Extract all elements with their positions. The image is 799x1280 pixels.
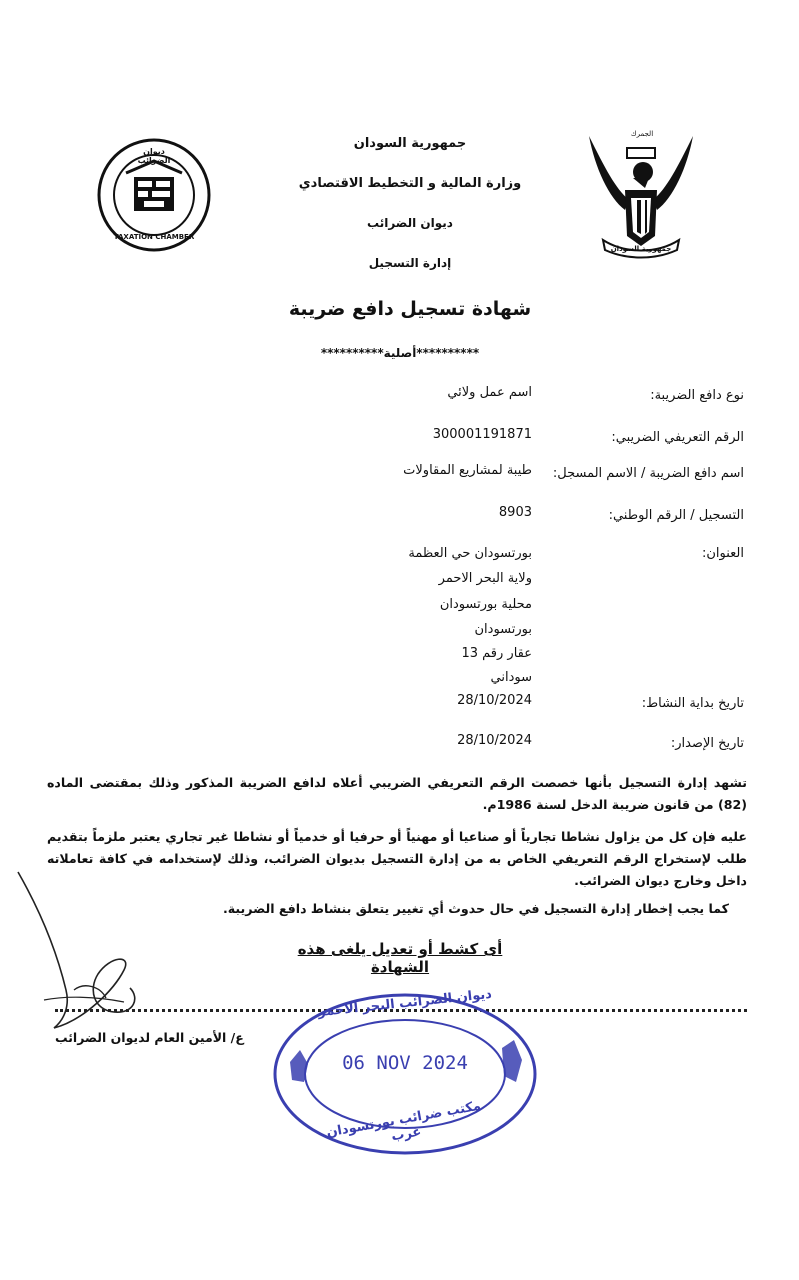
signatory-title: ع/ الأمين العام لديوان الضرائب bbox=[55, 1030, 244, 1045]
field-label-national-id: التسجيل / الرقم الوطني: bbox=[608, 508, 744, 523]
field-value-taxpayer-name: طيبة لمشاريع المقاولات bbox=[403, 463, 532, 478]
field-value-tin: 300001191871 bbox=[432, 427, 532, 442]
obligation-paragraph: عليه فإن كل من يزاول نشاطا تجارياً أو صناعيا أو مهنياً أو حرفيا أو خدمياً أو نشاطا غير تجاري يعتبر ملزماً بتقديم طلب لإستخراج الرقم التعريفي الخاص به من إدارة التسجيل بديوان الضرائب، وذلك لإستخدامه في كافة تعاملاته داخل وخارج ديوان الضرائب. bbox=[47, 829, 747, 888]
certificate-title: شهادة تسجيل دافع ضريبة bbox=[288, 298, 532, 320]
signature-scribble-icon bbox=[14, 870, 164, 1040]
original-marker: **********أصلية********** bbox=[320, 346, 480, 360]
handwritten-signature bbox=[14, 870, 164, 1040]
sudan-emblem bbox=[585, 128, 697, 260]
issue-date-label: تاريخ الإصدار: bbox=[670, 736, 744, 751]
address-line: عقار رقم 13 bbox=[461, 646, 532, 661]
stamp-bottom-text: مكتب ضرائب بورتسودان غرب bbox=[325, 1098, 483, 1145]
address-line: سوداني bbox=[490, 670, 532, 685]
activity-start-label: تاريخ بداية النشاط: bbox=[641, 696, 744, 711]
issue-date-value: 28/10/2024 bbox=[457, 733, 532, 748]
stamp-date: 06 NOV 2024 bbox=[342, 1052, 468, 1074]
activity-start-value: 28/10/2024 bbox=[457, 693, 532, 708]
eagle-emblem-icon bbox=[585, 128, 697, 260]
field-label-taxpayer-name: اسم دافع الضريبة / الاسم المسجل: bbox=[552, 466, 744, 481]
ministry-name: وزارة المالية و التخطيط الاقتصادي bbox=[298, 176, 522, 191]
notification-paragraph: كما يجب إخطار إدارة التسجيل في حال حدوث أي تغيير يتعلق بنشاط دافع الضريبة. bbox=[222, 901, 729, 916]
department-name: إدارة التسجيل bbox=[368, 256, 452, 270]
address-line: ولاية البحر الاحمر bbox=[438, 571, 532, 586]
address-line: بورتسودان bbox=[474, 622, 532, 637]
certification-paragraph: تشهد إدارة التسجيل بأنها خصصت الرقم التعريفي الضريبي أعلاه لدافع الضريبة المذكور وذلك بمقتضى الماده (82) من قانون ضريبة الدخل لسنة 1986م. bbox=[47, 775, 747, 812]
field-label-taxpayer-type: نوع دافع الضريبة: bbox=[650, 388, 744, 403]
logo-caption-top: ديوان الضرائب bbox=[137, 147, 171, 165]
address-line: بورتسودان حي العظمة bbox=[408, 546, 532, 561]
republic-name: جمهورية السودان bbox=[353, 136, 467, 151]
logo-caption-bottom: TAXATION CHAMBER bbox=[113, 233, 195, 241]
taxation-chamber-logo bbox=[96, 137, 212, 253]
address-label: العنوان: bbox=[701, 546, 744, 561]
emblem-bottom-text: جمهورية السودان bbox=[610, 245, 672, 253]
tamper-warning: أى كشط أو تعديل يلغى هذه الشهادة bbox=[297, 940, 503, 976]
field-value-taxpayer-type: اسم عمل ولائي bbox=[447, 385, 532, 400]
office-stamp bbox=[270, 986, 540, 1158]
field-label-tin: الرقم التعريفي الضريبي: bbox=[611, 430, 744, 445]
field-value-national-id: 8903 bbox=[498, 505, 532, 520]
emblem-top-text: الجمرك bbox=[630, 130, 654, 138]
address-line: محلية بورتسودان bbox=[439, 597, 532, 612]
chamber-name: ديوان الضرائب bbox=[367, 216, 453, 230]
stamp-top-text: ديوان الضرائب البحر الاحمر bbox=[317, 986, 493, 1021]
